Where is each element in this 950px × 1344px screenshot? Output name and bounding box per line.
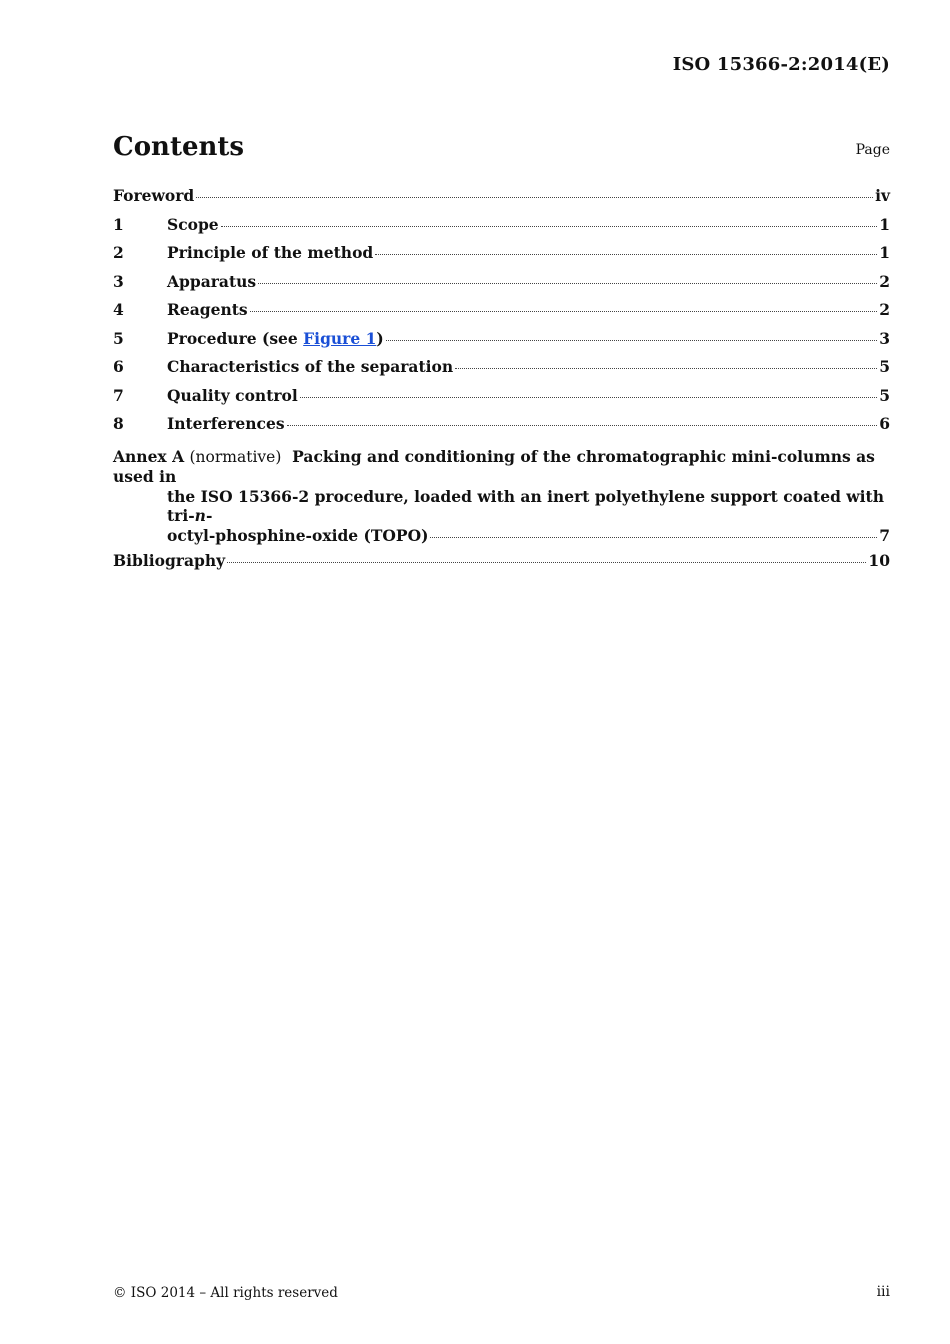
annex-title-line-2-prefix: the ISO 15366-2 procedure, loaded with an inert polyethylene support coated with tri- — [167, 486, 884, 525]
toc-entry-quality-control[interactable] — [113, 386, 890, 415]
toc-entry-page: 3 — [879, 328, 890, 348]
annex-label: Annex A — [113, 446, 185, 466]
toc-entry-characteristics[interactable] — [113, 357, 890, 386]
contents-title: Contents — [113, 132, 245, 162]
annex-type: (normative) — [189, 447, 282, 466]
annex-second-line — [113, 487, 890, 526]
toc-entry-number: 4 — [113, 300, 124, 319]
toc-leader-dots — [300, 397, 877, 398]
toc-entry-annex-a[interactable] — [113, 447, 890, 546]
annex-first-line — [113, 447, 890, 487]
annex-title-line-1: Packing and conditioning of the chromatographic mini-columns as used in — [113, 446, 875, 486]
toc-entry-page: 2 — [879, 271, 890, 291]
toc-leader-dots — [196, 197, 873, 198]
toc-leader-dots — [221, 226, 878, 227]
toc-entry-title: Scope — [167, 214, 219, 234]
toc-leader-dots — [227, 562, 866, 563]
toc-entry-title: Characteristics of the separation — [167, 357, 454, 376]
toc-entry-title: Quality control — [167, 385, 298, 405]
toc-entry-apparatus[interactable] — [113, 272, 890, 301]
annex-title-line-2-italic: n — [194, 506, 206, 525]
footer-copyright: © ISO 2014 – All rights reserved — [113, 1285, 338, 1301]
toc-entry-scope[interactable] — [113, 215, 890, 244]
annex-title-line-2-suffix: - — [205, 506, 213, 525]
toc-title-prefix: Procedure (see — [167, 328, 304, 348]
toc-entry-interferences[interactable] — [113, 414, 890, 443]
toc-entry-page: iv — [875, 186, 890, 205]
toc-entry-number: 1 — [113, 214, 124, 234]
toc-entry-foreword[interactable] — [113, 186, 890, 215]
toc-entry-title: Principle of the method — [167, 243, 374, 262]
footer-page-number: iii — [876, 1284, 890, 1300]
toc-entry-page: 5 — [879, 385, 890, 405]
toc-title-suffix: ) — [376, 328, 384, 348]
toc-leader-dots — [287, 425, 878, 426]
document-id: ISO 15366-2:2014(E) — [672, 54, 890, 75]
toc-entry-procedure[interactable] — [113, 329, 890, 358]
figure-1-link[interactable]: Figure 1 — [303, 328, 377, 348]
annex-third-line — [113, 526, 890, 546]
toc-entry-reagents[interactable] — [113, 300, 890, 329]
toc-entry-number: 2 — [113, 243, 124, 262]
toc-entry-page: 1 — [879, 214, 890, 234]
toc-entry-number: 5 — [113, 328, 124, 348]
toc-leader-dots — [430, 537, 877, 538]
toc-entry-page: 7 — [879, 525, 890, 545]
toc-entry-bibliography[interactable] — [113, 551, 890, 580]
toc-entry-number: 8 — [113, 414, 124, 433]
page-column-label: Page — [855, 142, 890, 158]
toc-entry-title — [167, 329, 384, 348]
toc-leader-dots — [455, 368, 877, 369]
toc-entry-title: Interferences — [167, 414, 285, 433]
toc-leader-dots — [386, 340, 877, 341]
annex-title-line-3: octyl-phosphine-oxide (TOPO) — [167, 525, 429, 545]
table-of-contents — [113, 186, 890, 580]
toc-entry-page: 6 — [879, 414, 890, 433]
toc-entry-number: 7 — [113, 385, 124, 405]
toc-leader-dots — [250, 311, 878, 312]
toc-entry-page: 5 — [879, 357, 890, 376]
toc-entry-title: Apparatus — [167, 271, 257, 291]
toc-entry-number: 6 — [113, 357, 124, 376]
toc-entry-number: 3 — [113, 271, 124, 291]
toc-leader-dots — [375, 254, 877, 255]
toc-entry-principle[interactable] — [113, 243, 890, 272]
toc-entry-title: Bibliography — [113, 551, 226, 570]
toc-entry-title: Reagents — [167, 300, 248, 319]
toc-entry-page: 2 — [879, 300, 890, 319]
toc-leader-dots — [258, 283, 877, 284]
toc-entry-page: 1 — [879, 243, 890, 262]
toc-entry-page: 10 — [868, 551, 890, 570]
toc-entry-title: Foreword — [113, 186, 195, 205]
